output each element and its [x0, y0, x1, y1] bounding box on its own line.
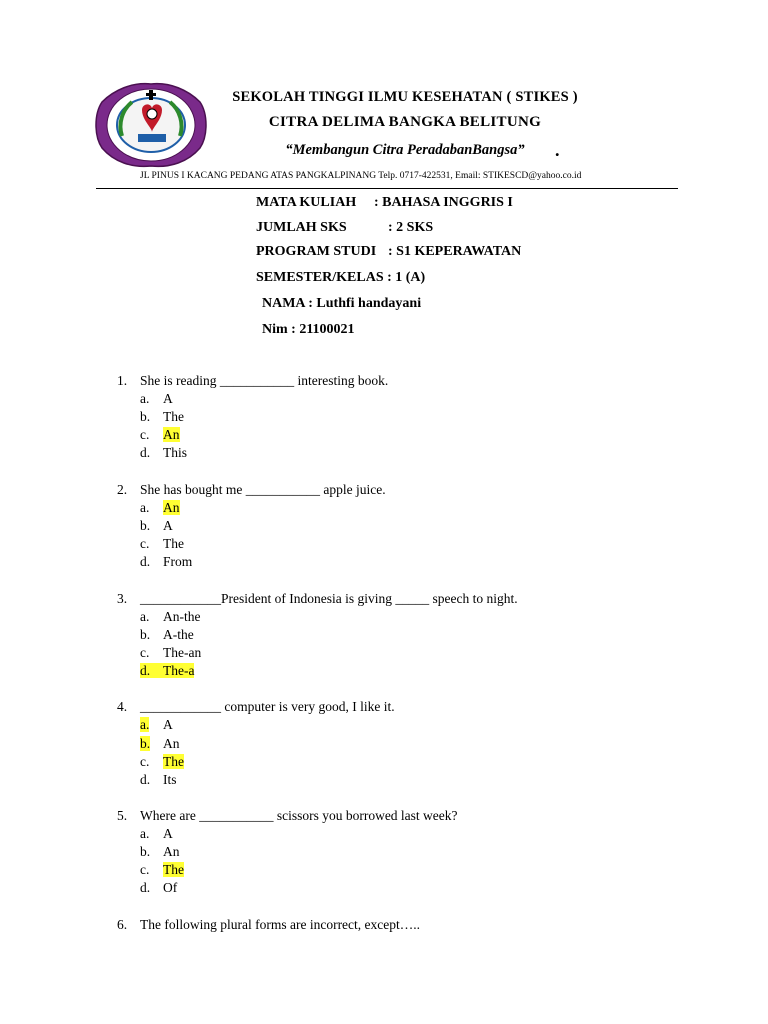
option-2c: c. The: [140, 536, 184, 551]
course-row: [256, 195, 513, 211]
answer-highlight: The: [163, 754, 184, 769]
stikes-citra-delima-logo-icon: [92, 80, 210, 170]
question-5: 5. Where are ___________ scissors you borrowed last week?: [117, 808, 458, 823]
option-4c: c. The: [140, 754, 184, 769]
option-4a: a. A: [140, 717, 173, 732]
option-5d: d. Of: [140, 880, 178, 895]
campus-title: CITRA DELIMA BANGKA BELITUNG: [268, 114, 542, 130]
program-value: : S1 KEPERAWATAN: [388, 244, 522, 259]
question-6: 6. The following plural forms are incorrect, except…..: [117, 917, 421, 932]
sks-row: [256, 220, 434, 236]
option-3b: b. A-the: [140, 627, 194, 642]
answer-highlight: An: [163, 427, 180, 442]
option-4b: b. An: [140, 736, 180, 751]
question-2: 2. She has bought me ___________ apple juice.: [117, 482, 386, 497]
answer-highlight: An: [163, 500, 180, 515]
student-name: NAMA : Luthfi handayani: [262, 296, 422, 311]
option-5c: c. The: [140, 862, 184, 877]
header-divider: [96, 188, 678, 189]
question-4: 4. ____________ computer is very good, I like it.: [117, 699, 395, 714]
trailing-dot: .: [555, 140, 560, 160]
option-4d: d. Its: [140, 772, 177, 787]
option-5b: b. An: [140, 844, 180, 859]
program-label: PROGRAM STUDI: [256, 244, 377, 259]
student-nim: Nim : 21100021: [262, 322, 355, 337]
address-line: JL PINUS I KACANG PEDANG ATAS PANGKALPINANG Telp. 0717-422531, Email: STIKESCD@yahoo.co.id: [140, 171, 582, 181]
question-1: 1. She is reading ___________ interesting book.: [117, 373, 389, 388]
answer-highlight: The: [163, 862, 184, 877]
option-5a: a. A: [140, 826, 173, 841]
option-2b: b. A: [140, 518, 173, 533]
semester-line: SEMESTER/KELAS : 1 (A): [256, 270, 426, 285]
option-1d: d. This: [140, 445, 188, 460]
option-3c: c. The-an: [140, 645, 202, 660]
sks-label: JUMLAH SKS: [256, 220, 347, 235]
answer-highlight: The-a: [163, 663, 195, 678]
program-row: [256, 244, 522, 260]
motto: “Membangun Citra PeradabanBangsa”: [285, 142, 525, 158]
option-1a: a. A: [140, 391, 173, 406]
institution-title: SEKOLAH TINGGI ILMU KESEHATAN ( STIKES ): [232, 89, 578, 105]
option-3a: a. An-the: [140, 609, 201, 624]
option-2a: a. An: [140, 500, 180, 515]
sks-value: : 2 SKS: [388, 220, 434, 235]
option-1c: c. An: [140, 427, 180, 442]
option-1b: b. The: [140, 409, 184, 424]
option-3d: d. The-a: [140, 663, 195, 678]
question-3: 3. ____________President of Indonesia is giving _____ speech to night.: [117, 591, 518, 606]
option-2d: d. From: [140, 554, 193, 569]
course-label: MATA KULIAH: [256, 195, 357, 210]
course-value: : BAHASA INGGRIS I: [374, 195, 513, 210]
